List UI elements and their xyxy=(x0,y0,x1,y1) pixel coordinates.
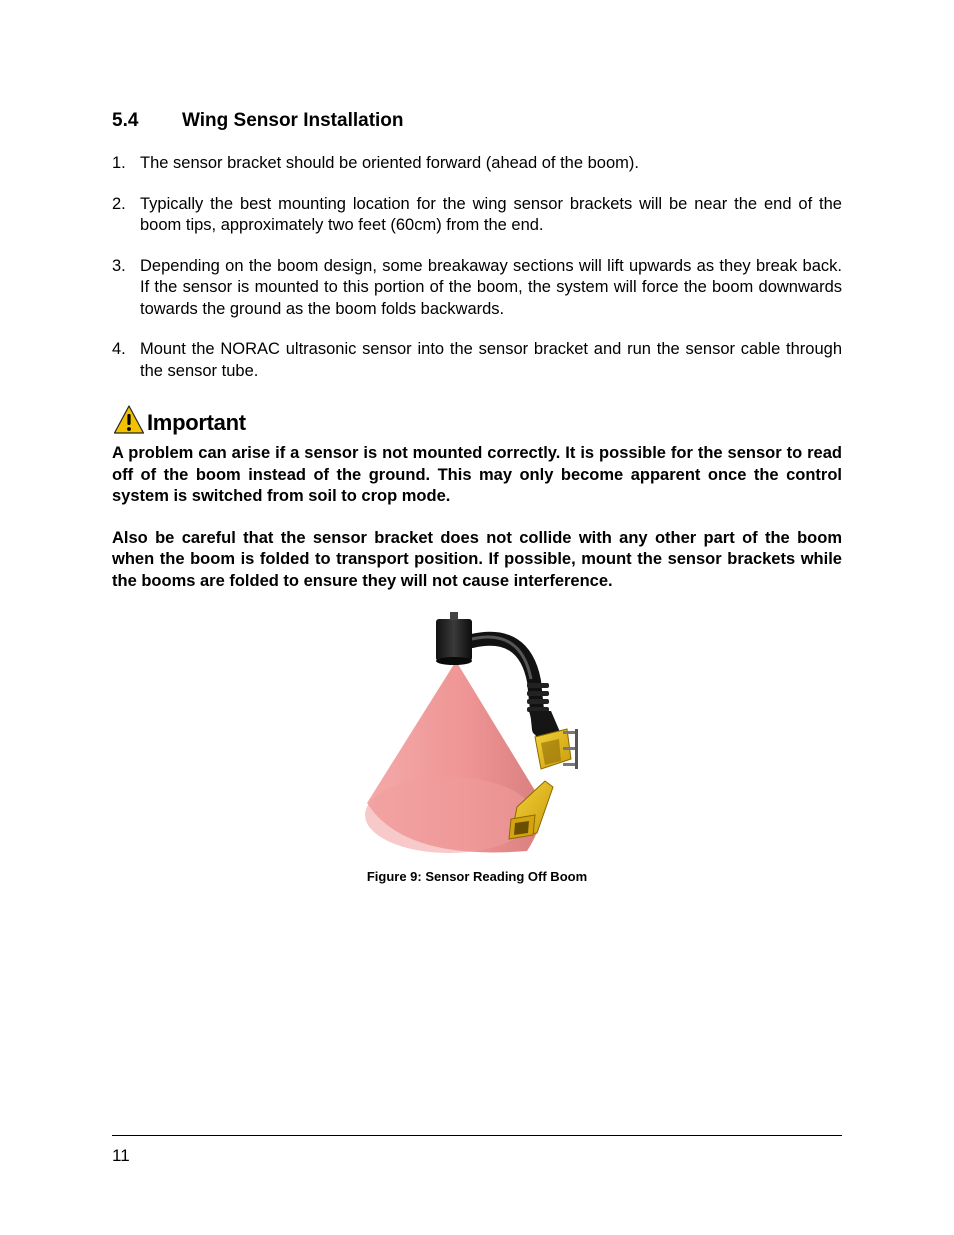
step-number: 2. xyxy=(112,194,126,213)
page-number: 11 xyxy=(112,1146,130,1165)
ultrasonic-sensor-head xyxy=(436,612,472,665)
step-number: 4. xyxy=(112,340,126,358)
step-text: Depending on the boom design, some breakaway sections will lift upwards as they break back. If the sensor is mounted to this portion of the boom, the system will force the boom downwards towards the ground as the boom folds backwards. xyxy=(140,256,842,318)
important-paragraph: A problem can arise if a sensor is not mounted correctly. It is possible for the sensor to read off of the boom instead of the ground. This may only become apparent once the control system is switched from soil to crop mode. xyxy=(112,444,842,505)
important-paragraph: Also be careful that the sensor bracket does not collide with any other part of the boom when the boom is folded to transport position. If possible, mount the sensor brackets while the booms are folded to ensure they will not cause interference. xyxy=(112,528,842,590)
sensor-reading-figure xyxy=(349,611,605,861)
section-number: 5.4 xyxy=(112,110,139,131)
section-heading xyxy=(112,110,404,132)
step-text: The sensor bracket should be oriented forward (ahead of the boom). xyxy=(140,154,639,172)
step-number: 3. xyxy=(112,256,126,275)
step-number: 1. xyxy=(112,154,126,172)
important-label: Important xyxy=(147,409,246,435)
upper-bracket xyxy=(535,729,578,769)
list-item xyxy=(112,194,842,237)
figure-caption: Figure 9: Sensor Reading Off Boom xyxy=(366,869,588,884)
list-item xyxy=(112,153,842,175)
step-text: Typically the best mounting location for the wing sensor brackets will be near the end of the boom tips, approximately two feet (60cm) from the end. xyxy=(140,194,842,234)
footer-divider xyxy=(112,1135,842,1136)
step-text: Mount the NORAC ultrasonic sensor into the sensor bracket and run the sensor cable through the sensor tube. xyxy=(140,340,842,380)
list-item xyxy=(112,339,842,382)
installation-steps-list xyxy=(112,153,842,401)
section-title: Wing Sensor Installation xyxy=(182,110,404,131)
sensor-illustration xyxy=(349,611,605,861)
list-item xyxy=(112,256,842,321)
important-notice xyxy=(112,443,842,612)
warning-triangle-icon xyxy=(113,404,145,441)
important-header xyxy=(113,404,246,441)
